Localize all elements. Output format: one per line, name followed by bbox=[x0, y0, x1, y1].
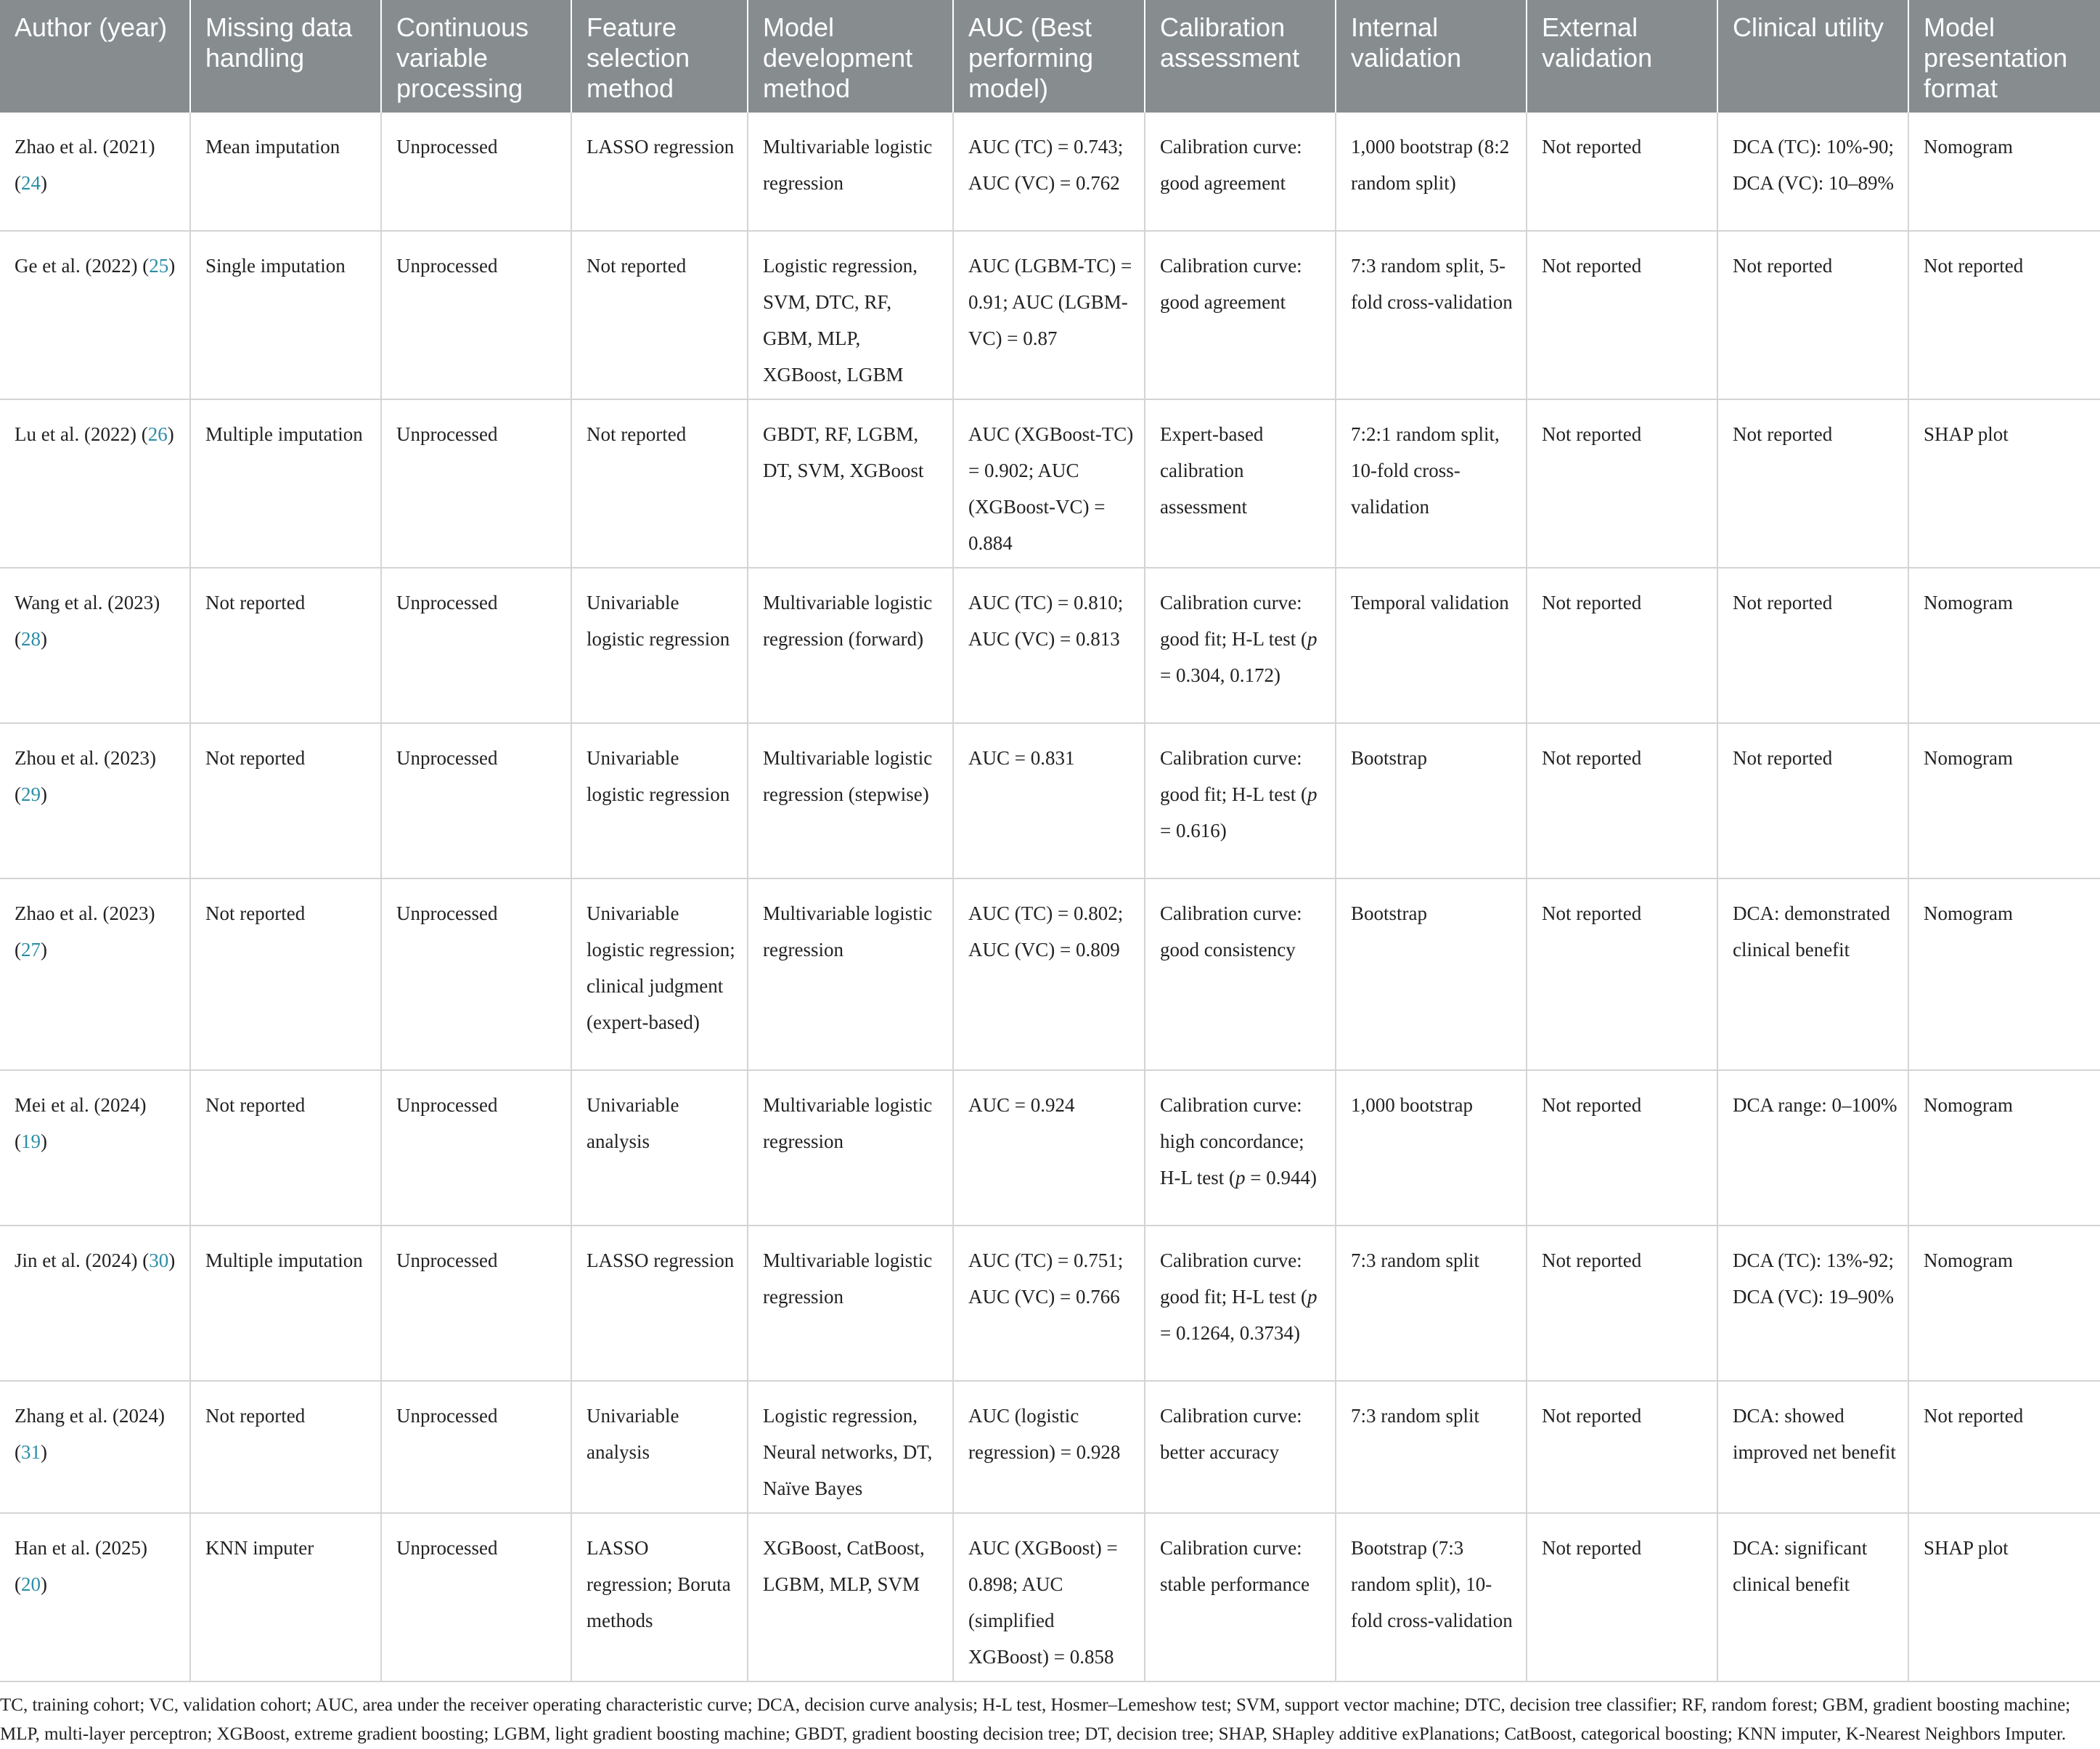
cell-author: Zhao et al. (2021) (24) bbox=[0, 113, 190, 231]
cell-presentation: SHAP plot bbox=[1908, 1513, 2100, 1681]
reference-link[interactable]: 20 bbox=[21, 1573, 41, 1595]
cell-feature: Univariable logistic regression bbox=[571, 568, 748, 723]
header-row bbox=[0, 0, 2100, 113]
table-row bbox=[0, 1381, 2100, 1513]
cell-clinical: DCA (TC): 13%-92; DCA (VC): 19–90% bbox=[1717, 1226, 1908, 1381]
cell-model: Multivariable logistic regression bbox=[748, 1070, 953, 1226]
author-name: Ge et al. (2022) bbox=[15, 255, 138, 277]
cell-internal: Bootstrap (7:3 random split), 10-fold cross-validation bbox=[1336, 1513, 1527, 1681]
header-clinical-utility: Clinical utility bbox=[1717, 0, 1908, 113]
cell-author: Mei et al. (2024) (19) bbox=[0, 1070, 190, 1226]
cell-auc: AUC (logistic regression) = 0.928 bbox=[953, 1381, 1145, 1513]
cell-continuous: Unprocessed bbox=[381, 1226, 571, 1381]
cell-auc: AUC = 0.924 bbox=[953, 1070, 1145, 1226]
cell-continuous: Unprocessed bbox=[381, 878, 571, 1070]
cell-continuous: Unprocessed bbox=[381, 231, 571, 399]
author-name: Zhang et al. (2024) bbox=[15, 1405, 165, 1427]
calibration-text: Calibration curve: good fit; H-L test ( bbox=[1160, 747, 1307, 805]
calibration-text: Calibration curve: good fit; H-L test ( bbox=[1160, 592, 1307, 650]
cell-clinical: DCA (TC): 10%-90; DCA (VC): 10–89% bbox=[1717, 113, 1908, 231]
cell-feature: Univariable analysis bbox=[571, 1381, 748, 1513]
cell-calibration bbox=[1145, 1070, 1336, 1226]
p-value-text: = 0.1264, 0.3734) bbox=[1160, 1322, 1300, 1344]
p-value-text: = 0.944) bbox=[1245, 1167, 1317, 1189]
cell-model: Multivariable logistic regression (stepwise) bbox=[748, 723, 953, 878]
cell-auc: AUC (TC) = 0.751; AUC (VC) = 0.766 bbox=[953, 1226, 1145, 1381]
author-name: Lu et al. (2022) bbox=[15, 423, 136, 445]
cell-missing: Not reported bbox=[190, 1381, 381, 1513]
author-name: Han et al. (2025) bbox=[15, 1537, 147, 1559]
cell-clinical: DCA: showed improved net benefit bbox=[1717, 1381, 1908, 1513]
cell-clinical: Not reported bbox=[1717, 568, 1908, 723]
reference-link[interactable]: 29 bbox=[21, 783, 41, 805]
calibration-text: Calibration curve: good fit; H-L test ( bbox=[1160, 1249, 1307, 1308]
table-body bbox=[0, 113, 2100, 1681]
cell-missing: Not reported bbox=[190, 878, 381, 1070]
calibration-text: Calibration curve: stable performance bbox=[1160, 1537, 1310, 1595]
cell-calibration bbox=[1145, 723, 1336, 878]
cell-calibration bbox=[1145, 399, 1336, 568]
cell-author: Zhang et al. (2024) (31) bbox=[0, 1381, 190, 1513]
cell-auc: AUC (LGBM-TC) = 0.91; AUC (LGBM-VC) = 0.87 bbox=[953, 231, 1145, 399]
cell-external: Not reported bbox=[1527, 231, 1717, 399]
cell-continuous: Unprocessed bbox=[381, 1070, 571, 1226]
table-footnote: TC, training cohort; VC, validation cohort; AUC, area under the receiver operating characteristic curve; DCA, decision curve analysis; H-L test, Hosmer–Lemeshow test; SVM, support vector machine; DTC, decision tree classifier; RF, random forest; GBM, gradient boosting machine; MLP, multi-layer perceptron; XGBoost, extreme gradient boosting; LGBM, light gradient boosting machine; GBDT, gradient boosting decision tree; DT, decision tree; SHAP, SHapley additive exPlanations; CatBoost, categorical boosting; KNN imputer, K-Nearest Neighbors Imputer. bbox=[0, 1695, 2071, 1744]
cell-missing: KNN imputer bbox=[190, 1513, 381, 1681]
p-value-symbol: p bbox=[1307, 1286, 1317, 1308]
cell-auc: AUC (TC) = 0.810; AUC (VC) = 0.813 bbox=[953, 568, 1145, 723]
cell-auc: AUC (TC) = 0.743; AUC (VC) = 0.762 bbox=[953, 113, 1145, 231]
cell-calibration bbox=[1145, 113, 1336, 231]
cell-continuous: Unprocessed bbox=[381, 399, 571, 568]
cell-calibration bbox=[1145, 878, 1336, 1070]
cell-continuous: Unprocessed bbox=[381, 1513, 571, 1681]
table-row bbox=[0, 1226, 2100, 1381]
header-model-development: Model development method bbox=[748, 0, 953, 113]
cell-calibration bbox=[1145, 1226, 1336, 1381]
cell-external: Not reported bbox=[1527, 723, 1717, 878]
cell-calibration bbox=[1145, 231, 1336, 399]
author-name: Zhao et al. (2021) bbox=[15, 136, 155, 158]
author-name: Mei et al. (2024) bbox=[15, 1094, 147, 1116]
table-row bbox=[0, 231, 2100, 399]
cell-missing: Multiple imputation bbox=[190, 1226, 381, 1381]
cell-continuous: Unprocessed bbox=[381, 723, 571, 878]
cell-internal: 7:3 random split, 5-fold cross-validation bbox=[1336, 231, 1527, 399]
cell-clinical: DCA range: 0–100% bbox=[1717, 1070, 1908, 1226]
cell-feature: LASSO regression; Boruta methods bbox=[571, 1513, 748, 1681]
cell-missing: Single imputation bbox=[190, 231, 381, 399]
cell-presentation: Not reported bbox=[1908, 1381, 2100, 1513]
cell-author: Jin et al. (2024) (30) bbox=[0, 1226, 190, 1381]
cell-model: GBDT, RF, LGBM, DT, SVM, XGBoost bbox=[748, 399, 953, 568]
cell-presentation: Nomogram bbox=[1908, 1226, 2100, 1381]
cell-model: Multivariable logistic regression bbox=[748, 113, 953, 231]
cell-feature: Not reported bbox=[571, 231, 748, 399]
cell-internal: 1,000 bootstrap (8:2 random split) bbox=[1336, 113, 1527, 231]
cell-model: Multivariable logistic regression bbox=[748, 1226, 953, 1381]
table-row bbox=[0, 723, 2100, 878]
cell-author: Ge et al. (2022) (25) bbox=[0, 231, 190, 399]
cell-presentation: Nomogram bbox=[1908, 1070, 2100, 1226]
p-value-text: = 0.304, 0.172) bbox=[1160, 664, 1280, 686]
cell-feature: Univariable analysis bbox=[571, 1070, 748, 1226]
cell-model: Logistic regression, Neural networks, DT, Naïve Bayes bbox=[748, 1381, 953, 1513]
cell-clinical: Not reported bbox=[1717, 723, 1908, 878]
cell-auc: AUC = 0.831 bbox=[953, 723, 1145, 878]
cell-external: Not reported bbox=[1527, 1226, 1717, 1381]
cell-auc: AUC (XGBoost-TC) = 0.902; AUC (XGBoost-VC) = 0.884 bbox=[953, 399, 1145, 568]
cell-internal: 1,000 bootstrap bbox=[1336, 1070, 1527, 1226]
p-value-symbol: p bbox=[1235, 1167, 1246, 1189]
cell-external: Not reported bbox=[1527, 399, 1717, 568]
author-name: Zhou et al. (2023) bbox=[15, 747, 156, 769]
cell-feature: Univariable logistic regression bbox=[571, 723, 748, 878]
p-value-symbol: p bbox=[1307, 783, 1317, 805]
cell-continuous: Unprocessed bbox=[381, 113, 571, 231]
cell-model: Logistic regression, SVM, DTC, RF, GBM, MLP, XGBoost, LGBM bbox=[748, 231, 953, 399]
cell-feature: Not reported bbox=[571, 399, 748, 568]
cell-author: Lu et al. (2022) (26) bbox=[0, 399, 190, 568]
cell-clinical: Not reported bbox=[1717, 231, 1908, 399]
cell-missing: Not reported bbox=[190, 568, 381, 723]
cell-clinical: DCA: demonstrated clinical benefit bbox=[1717, 878, 1908, 1070]
calibration-text: Calibration curve: good consistency bbox=[1160, 902, 1302, 961]
cell-external: Not reported bbox=[1527, 878, 1717, 1070]
table-row bbox=[0, 1513, 2100, 1681]
cell-presentation: Nomogram bbox=[1908, 723, 2100, 878]
cell-feature: Univariable logistic regression; clinical judgment (expert-based) bbox=[571, 878, 748, 1070]
cell-continuous: Unprocessed bbox=[381, 568, 571, 723]
cell-internal: Bootstrap bbox=[1336, 723, 1527, 878]
calibration-text: Calibration curve: good agreement bbox=[1160, 136, 1302, 194]
author-name: Jin et al. (2024) bbox=[15, 1249, 138, 1271]
reference-link[interactable]: 30 bbox=[149, 1249, 169, 1271]
reference-link[interactable]: 19 bbox=[21, 1130, 41, 1152]
reference-link[interactable]: 25 bbox=[149, 255, 169, 277]
calibration-text: Calibration curve: high concordance; H-L test ( bbox=[1160, 1094, 1304, 1189]
table-row bbox=[0, 113, 2100, 231]
cell-continuous: Unprocessed bbox=[381, 1381, 571, 1513]
reference-link[interactable]: 31 bbox=[21, 1441, 41, 1463]
cell-internal: 7:2:1 random split, 10-fold cross-validation bbox=[1336, 399, 1527, 568]
header-continuous-variable: Continuous variable processing bbox=[381, 0, 571, 113]
reference-link[interactable]: 26 bbox=[147, 423, 168, 445]
cell-presentation: Not reported bbox=[1908, 231, 2100, 399]
calibration-text: Expert-based calibration assessment bbox=[1160, 423, 1264, 518]
header-presentation-format: Model presentation format bbox=[1908, 0, 2100, 113]
header-author: Author (year) bbox=[0, 0, 190, 113]
cell-feature: LASSO regression bbox=[571, 113, 748, 231]
header-calibration: Calibration assessment bbox=[1145, 0, 1336, 113]
calibration-text: Calibration curve: good agreement bbox=[1160, 255, 1302, 313]
cell-model: Multivariable logistic regression bbox=[748, 878, 953, 1070]
cell-author: Han et al. (2025) (20) bbox=[0, 1513, 190, 1681]
reference-link[interactable]: 27 bbox=[21, 939, 41, 961]
cell-missing: Mean imputation bbox=[190, 113, 381, 231]
cell-presentation: Nomogram bbox=[1908, 113, 2100, 231]
cell-presentation: Nomogram bbox=[1908, 568, 2100, 723]
cell-internal: 7:3 random split bbox=[1336, 1226, 1527, 1381]
p-value-symbol: p bbox=[1307, 628, 1317, 650]
header-auc: AUC (Best performing model) bbox=[953, 0, 1145, 113]
author-name: Wang et al. (2023) bbox=[15, 592, 160, 613]
cell-missing: Not reported bbox=[190, 723, 381, 878]
cell-external: Not reported bbox=[1527, 113, 1717, 231]
cell-model: XGBoost, CatBoost, LGBM, MLP, SVM bbox=[748, 1513, 953, 1681]
cell-internal: 7:3 random split bbox=[1336, 1381, 1527, 1513]
header-internal-validation: Internal validation bbox=[1336, 0, 1527, 113]
header-missing-data: Missing data handling bbox=[190, 0, 381, 113]
cell-presentation: Nomogram bbox=[1908, 878, 2100, 1070]
cell-clinical: Not reported bbox=[1717, 399, 1908, 568]
header-external-validation: External validation bbox=[1527, 0, 1717, 113]
table-row bbox=[0, 1070, 2100, 1226]
cell-clinical: DCA: significant clinical benefit bbox=[1717, 1513, 1908, 1681]
cell-internal: Bootstrap bbox=[1336, 878, 1527, 1070]
cell-author: Zhao et al. (2023) (27) bbox=[0, 878, 190, 1070]
cell-model: Multivariable logistic regression (forward) bbox=[748, 568, 953, 723]
table-row bbox=[0, 568, 2100, 723]
cell-calibration bbox=[1145, 568, 1336, 723]
cell-external: Not reported bbox=[1527, 1381, 1717, 1513]
cell-author: Wang et al. (2023) (28) bbox=[0, 568, 190, 723]
p-value-text: = 0.616) bbox=[1160, 820, 1227, 841]
reference-link[interactable]: 28 bbox=[21, 628, 41, 650]
cell-feature: LASSO regression bbox=[571, 1226, 748, 1381]
cell-external: Not reported bbox=[1527, 1070, 1717, 1226]
cell-auc: AUC (XGBoost) = 0.898; AUC (simplified XGBoost) = 0.858 bbox=[953, 1513, 1145, 1681]
cell-external: Not reported bbox=[1527, 568, 1717, 723]
cell-calibration bbox=[1145, 1513, 1336, 1681]
cell-external: Not reported bbox=[1527, 1513, 1717, 1681]
cell-author: Zhou et al. (2023) (29) bbox=[0, 723, 190, 878]
cell-missing: Not reported bbox=[190, 1070, 381, 1226]
table-row bbox=[0, 399, 2100, 568]
table-row bbox=[0, 878, 2100, 1070]
calibration-text: Calibration curve: better accuracy bbox=[1160, 1405, 1302, 1463]
cell-missing: Multiple imputation bbox=[190, 399, 381, 568]
cell-internal: Temporal validation bbox=[1336, 568, 1527, 723]
header-feature-selection: Feature selection method bbox=[571, 0, 748, 113]
cell-auc: AUC (TC) = 0.802; AUC (VC) = 0.809 bbox=[953, 878, 1145, 1070]
author-name: Zhao et al. (2023) bbox=[15, 902, 155, 924]
cell-calibration bbox=[1145, 1381, 1336, 1513]
reference-link[interactable]: 24 bbox=[21, 172, 41, 194]
cell-presentation: SHAP plot bbox=[1908, 399, 2100, 568]
